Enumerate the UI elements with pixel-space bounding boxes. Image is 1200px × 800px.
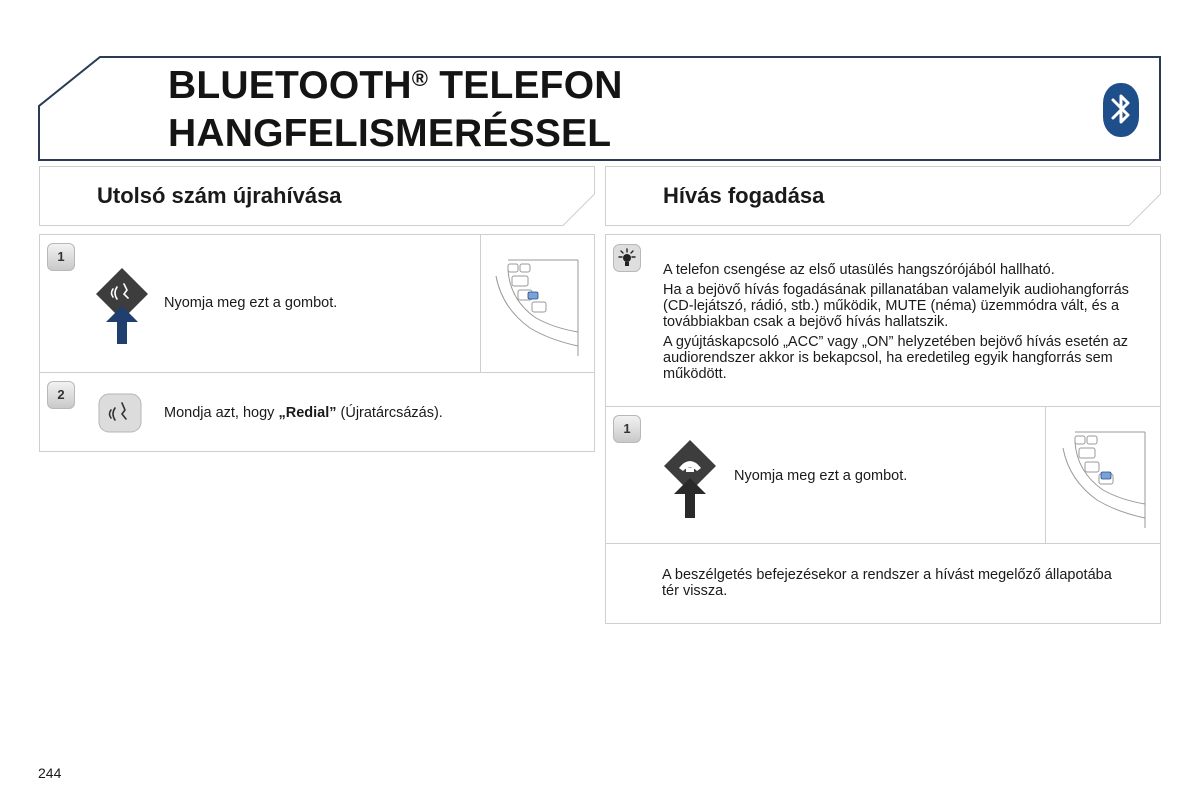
horizontal-divider-top [605, 406, 1161, 407]
voice-command-icon [98, 393, 142, 433]
vertical-divider-right [1045, 406, 1046, 543]
step-1-instruction: Nyomja meg ezt a gombot. [164, 295, 338, 311]
steering-wheel-illustration [488, 256, 583, 356]
info-text [663, 262, 1133, 386]
horizontal-divider [39, 372, 595, 373]
tip-lamp-icon [613, 244, 641, 272]
steering-wheel-illustration [1055, 428, 1150, 528]
info-paragraph: A gyújtáskapcsoló „ACC” vagy „ON” helyzetében bejövő hívás esetén az audiorendszer akkor is bekapcsol, ha eredetileg egyik hangforrás sem működött. [663, 334, 1129, 382]
voice-command-button-icon [94, 266, 150, 344]
page-title-line1: BLUETOOTH® TELEFON [168, 64, 623, 107]
horizontal-divider-bottom [605, 543, 1161, 544]
step-badge-1: 1 [47, 243, 75, 271]
vertical-divider [480, 234, 481, 372]
phone-pickup-button-icon [662, 438, 718, 518]
bluetooth-icon [1102, 82, 1140, 138]
section-title-answer: Hívás fogadása [663, 183, 825, 208]
answer-step-1-instruction: Nyomja meg ezt a gombot. [734, 468, 908, 484]
section-header-redial [39, 166, 595, 226]
step-badge-2: 2 [47, 381, 75, 409]
page-number: 244 [38, 765, 62, 781]
footer-note: A beszélgetés befejezésekor a rendszer a hívást megelőző állapotába tér vissza. [662, 567, 1112, 599]
step-2-instruction: Mondja azt, hogy „Redial” (Újratárcsázás). [164, 405, 443, 421]
info-paragraph: A telefon csengése az első utasülés hangszórójából hallható. [663, 262, 1055, 278]
page-title-line2: HANGFELISMERÉSSEL [168, 112, 612, 155]
section-header-answer [605, 166, 1161, 226]
step-badge-1: 1 [613, 415, 641, 443]
info-paragraph: Ha a bejövő hívás fogadásának pillanatában valamelyik audiohangforrás (CD-lejátszó, rádió, stb.) működik, MUTE (néma) üzemmódra vált, és a továbbiakban csak a bejövő hívás hallatszik. [663, 282, 1129, 330]
section-title-redial: Utolsó szám újrahívása [97, 183, 342, 208]
